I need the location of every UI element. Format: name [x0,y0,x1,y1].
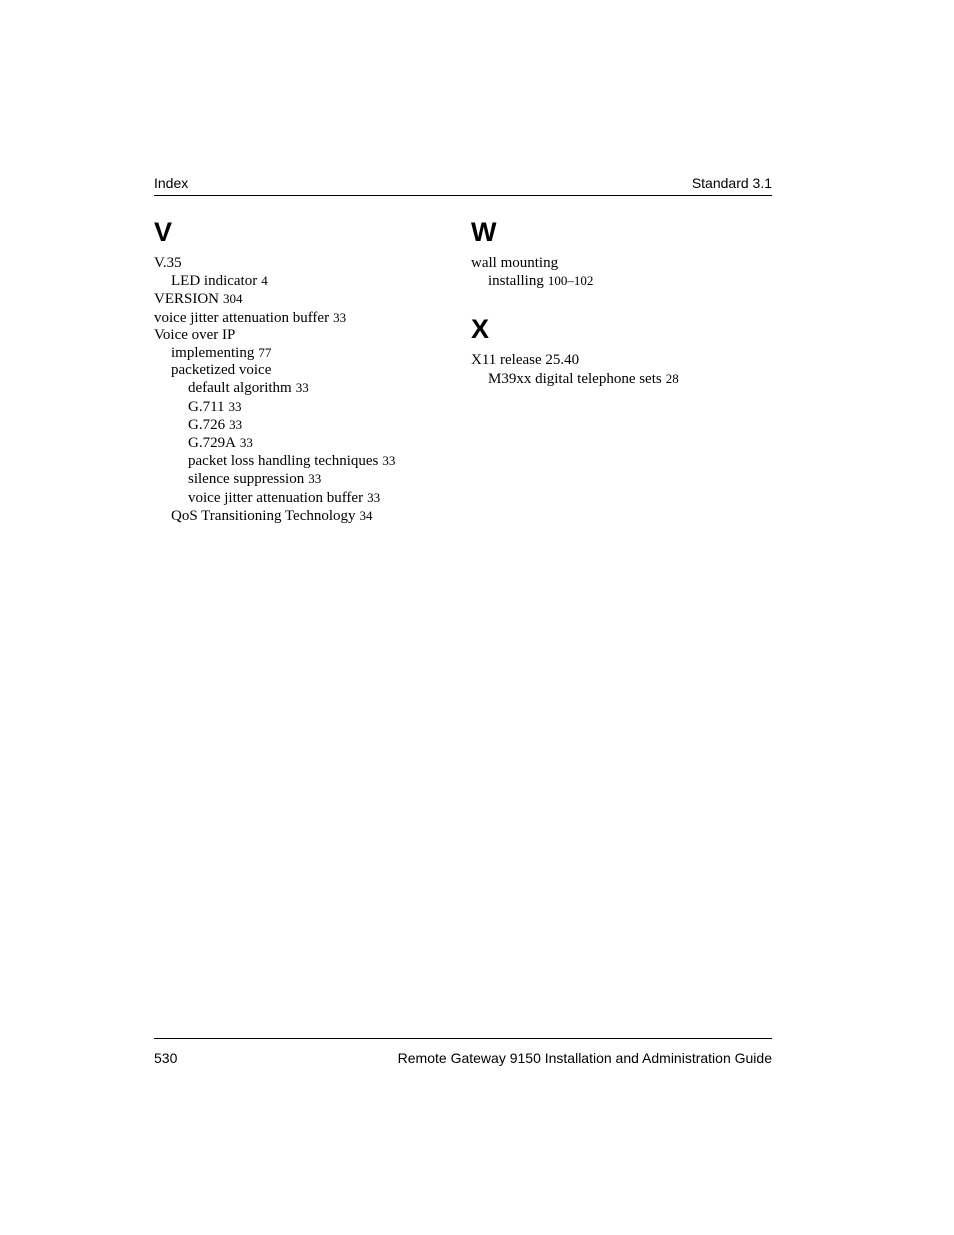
entry-text: G.711 [188,398,225,415]
index-subentry [154,362,454,379]
page-reference: 304 [223,291,243,307]
page-reference: 33 [333,309,347,325]
index-subentry [154,344,454,362]
entry-text: X11 release 25.40 [471,352,580,369]
page-header [154,174,772,196]
entry-text: default algorithm [188,380,292,397]
index-entry [154,327,454,344]
page-reference: 33 [295,380,309,396]
entry-text: packetized voice [171,362,272,379]
header-standard-label: Standard 3.1 [691,175,772,191]
entry-text: LED indicator [171,273,258,290]
entry-text: G.729A [188,435,236,452]
entry-text: VERSION [154,291,220,308]
entry-text: voice jitter attenuation buffer [188,489,364,506]
entry-text: wall mounting [471,255,559,271]
index-subentry [154,272,454,290]
page-reference: 33 [382,453,396,469]
index-entry [471,352,771,369]
index-subsubentry [154,398,454,416]
page-reference: 77 [258,345,272,361]
entry-text: packet loss handling techniques [188,453,379,470]
entry-text: implementing [171,345,255,362]
entry-text: installing [488,273,544,290]
footer-document-title: Remote Gateway 9150 Installation and Administration Guide [397,1050,772,1066]
page-reference: 33 [228,398,242,414]
entry-text: M39xx digital telephone sets [488,370,662,387]
index-subentry [471,370,771,388]
footer-page-number: 530 [154,1050,178,1066]
index-entry [154,255,454,272]
index-column-left [154,216,454,525]
page-reference: 34 [359,507,373,523]
page-reference: 33 [229,416,243,432]
page-footer [154,1038,772,1066]
entry-text: QoS Transitioning Technology [171,507,356,524]
page-reference: 4 [261,273,268,289]
index-subsubentry [154,470,454,488]
index-subentry [154,507,454,525]
section-letter-v: V [154,217,173,247]
index-subsubentry [154,434,454,452]
index-subsubentry [154,452,454,470]
header-section-label: Index [154,175,189,191]
section-letter-x: X [471,314,490,345]
entry-text: V.35 [154,255,182,271]
page-reference: 33 [367,489,381,505]
page-reference: 33 [239,435,253,451]
index-entry [154,309,454,327]
index-column-right [471,216,771,388]
index-subsubentry [154,379,454,397]
entry-text: Voice over IP [154,326,236,343]
index-subentry [471,272,771,290]
page-reference: 28 [665,370,679,386]
index-subsubentry [154,416,454,434]
section-letter-w: W [471,217,497,247]
section-spacer [471,290,771,313]
index-entry [471,255,771,272]
index-entry [154,290,454,308]
entry-text: voice jitter attenuation buffer [154,309,330,326]
index-subsubentry [154,489,454,507]
entry-text: silence suppression [188,471,305,488]
page-reference: 33 [308,471,322,487]
page-reference: 100–102 [547,273,594,289]
entry-text: G.726 [188,416,226,433]
